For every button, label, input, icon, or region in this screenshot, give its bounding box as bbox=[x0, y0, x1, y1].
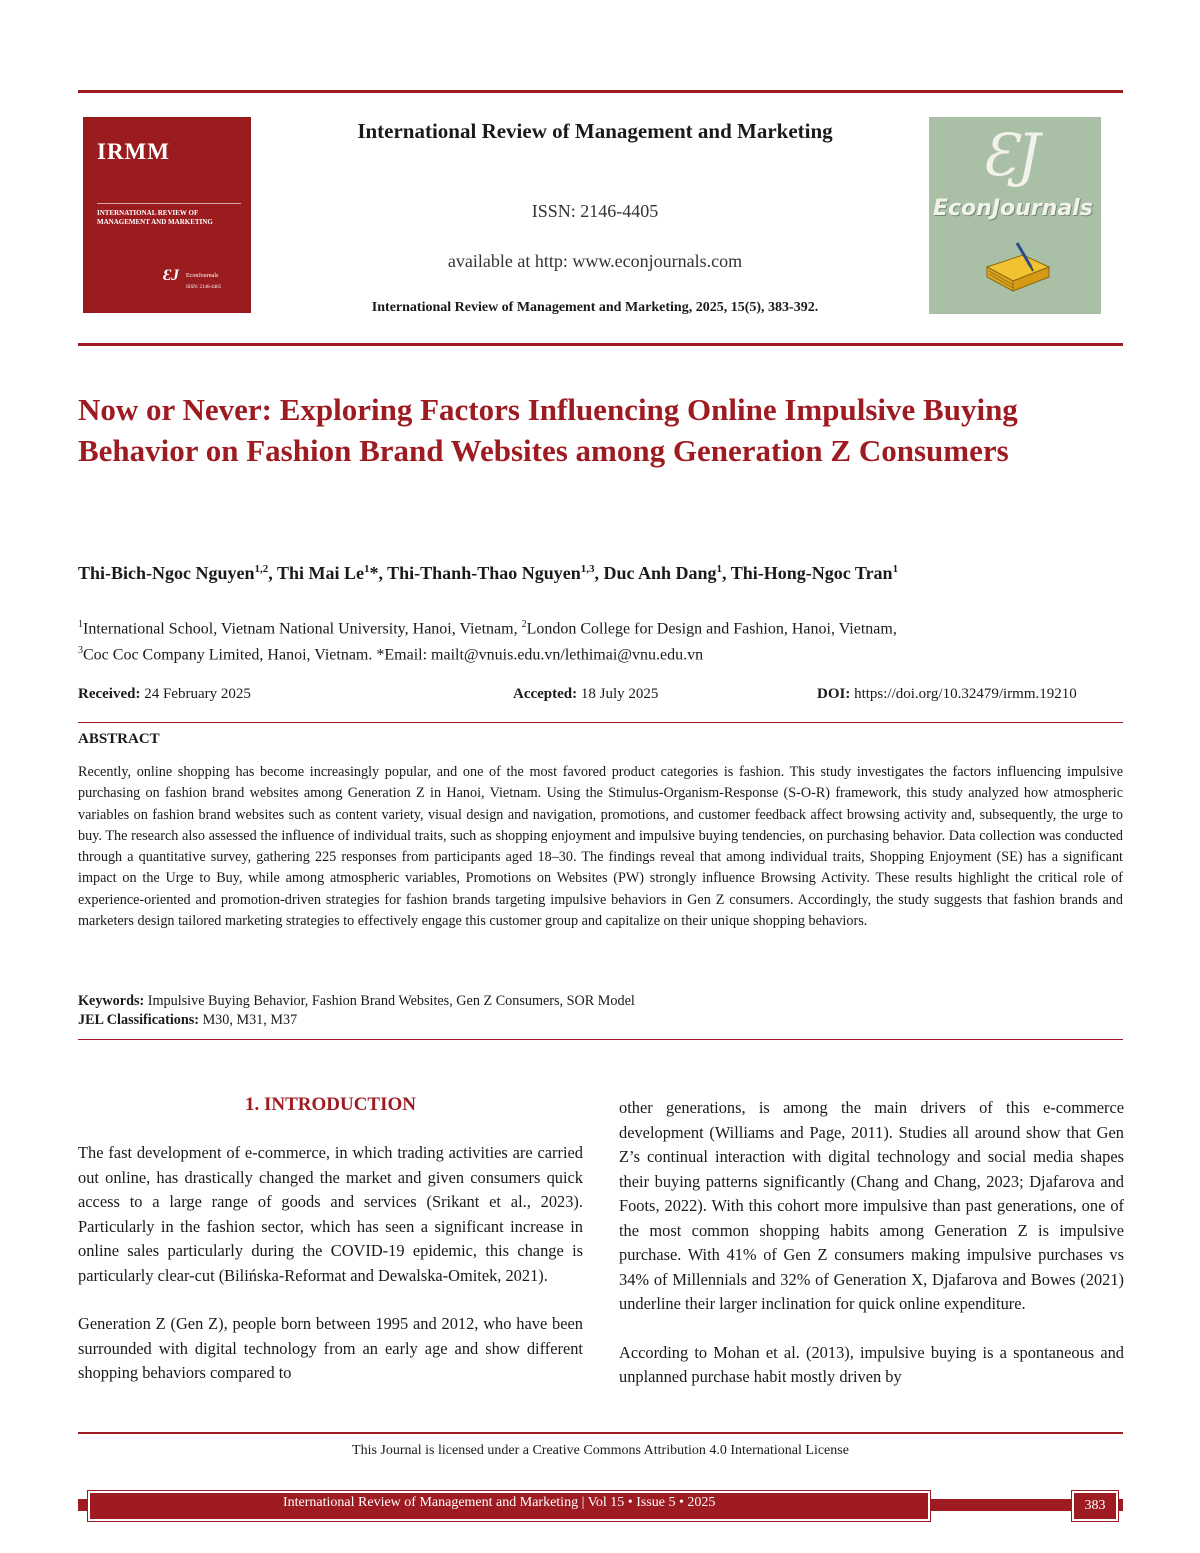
license-note: This Journal is licensed under a Creative Commons Attribution 4.0 International License bbox=[352, 1443, 849, 1458]
affiliation-sup: 2 bbox=[521, 619, 527, 630]
footer-rule bbox=[78, 1432, 1123, 1434]
keywords-label: Keywords: bbox=[78, 993, 145, 1009]
author-list bbox=[78, 563, 1123, 584]
jel-value: M30, M31, M37 bbox=[202, 1012, 298, 1028]
citation-line: International Review of Management and Marketing, 2025, 15(5), 383-392. bbox=[371, 300, 819, 315]
author-name: Thi-Bich-Ngoc Nguyen bbox=[78, 563, 255, 583]
cover-subtitle: INTERNATIONAL REVIEW OF MANAGEMENT AND MARKETING bbox=[97, 209, 213, 226]
affiliation-sup: 1 bbox=[78, 619, 83, 630]
doi-link[interactable]: https://doi.org/10.32479/irmm.19210 bbox=[854, 686, 1077, 702]
keywords-value: Impulsive Buying Behavior, Fashion Brand Websites, Gen Z Consumers, SOR Model bbox=[147, 993, 635, 1009]
paragraph: According to Mohan et al. (2013), impulsive buying is a spontaneous and unplanned purchase habit mostly driven by bbox=[619, 1342, 1124, 1386]
doi-label: DOI: bbox=[817, 686, 851, 702]
author-separator: , bbox=[594, 563, 604, 583]
doi bbox=[817, 686, 1077, 703]
jel-label: JEL Classifications: bbox=[78, 1012, 200, 1028]
section-heading: 1. INTRODUCTION bbox=[244, 1094, 417, 1115]
issn: ISSN: 2146-4405 bbox=[531, 201, 659, 221]
author-separator: , bbox=[378, 563, 388, 583]
author-affiliation-sup: 1,2 bbox=[254, 563, 269, 575]
author-name: Thi Mai Le bbox=[276, 563, 364, 583]
accepted-value: 18 July 2025 bbox=[580, 686, 659, 702]
accepted-label: Accepted: bbox=[513, 686, 578, 702]
abstract-heading: ABSTRACT bbox=[78, 731, 160, 747]
availability-link[interactable]: available at http: www.econjournals.com bbox=[447, 251, 743, 271]
author-separator: , bbox=[722, 563, 731, 583]
header-rule bbox=[78, 343, 1123, 346]
keywords-block bbox=[78, 992, 1123, 1030]
author-affiliation-sup: 1 bbox=[716, 563, 723, 575]
cover-publisher: EconJournals bbox=[186, 273, 219, 279]
left-column bbox=[78, 1141, 583, 1410]
abstract-bottom-rule bbox=[78, 1039, 1123, 1040]
cover-divider bbox=[97, 203, 241, 204]
paragraph: Generation Z (Gen Z), people born between 1995 and 2012, who have been surrounded with digital technology from an early age and show different shopping behaviors compared to bbox=[78, 1314, 583, 1382]
corresponding-mark: * bbox=[369, 563, 379, 583]
author-affiliation-sup: 1,3 bbox=[580, 563, 595, 575]
journal-cover-image bbox=[83, 117, 251, 313]
affiliation-2: London College for Design and Fashion, Hanoi, Vietnam, bbox=[526, 620, 897, 638]
top-rule bbox=[78, 90, 1123, 93]
author-separator: , bbox=[268, 563, 277, 583]
author-name: Thi-Thanh-Thao Nguyen bbox=[387, 563, 581, 583]
author-name: Duc Anh Dang bbox=[603, 563, 717, 583]
logo-name: EconJournals bbox=[933, 196, 1093, 221]
paragraph: The fast development of e-commerce, in which trading activities are carried out online, has drastically changed the market and given consumers quick access to a large range of goods and services (Srikant et al., 2023). Particularly in the fashion sector, which has seen a significant increase in online sales particularly during the COVID-19 epidemic, this change is particularly clear-cut (Bilińska-Reformat and Dewalska-Omitek, 2021). bbox=[78, 1143, 583, 1285]
received-label: Received: bbox=[78, 686, 141, 702]
accepted-date bbox=[513, 686, 658, 703]
logo-ej-mark: ƐJ bbox=[981, 121, 1041, 189]
affiliation-3-email: Coc Coc Company Limited, Hanoi, Vietnam. *Email: mailt@vnuis.edu.vn/lethimai@vnu.edu.vn bbox=[83, 646, 704, 664]
right-column bbox=[619, 1096, 1124, 1414]
paragraph: other generations, is among the main drivers of this e-commerce development (Williams and Page, 2011). Studies all around show that Gen Z’s continual interaction with digital technology and social media shapes their buying patterns significantly (Chang and Chang, 2023; Djafarova and Foots, 2022). With this cohort more impulsive than past generations, one of the most common shopping habits among Generation Z is impulsive purchase. With 41% of Gen Z consumers making impulsive purchases vs 34% of Millennials and 32% of Generation X, Djafarova and Bowes (2021) underline their larger inclination for quick online expenditure. bbox=[619, 1098, 1124, 1313]
journal-title: International Review of Management and Marketing bbox=[357, 119, 833, 143]
author-affiliation-sup: 1 bbox=[363, 563, 370, 575]
received-date bbox=[78, 686, 251, 703]
paper-title: Now or Never: Exploring Factors Influencing Online Impulsive Buying Behavior on Fashion Brand Websites among Generation Z Consumers bbox=[78, 392, 1018, 468]
received-value: 24 February 2025 bbox=[144, 686, 251, 702]
cover-issn: ISSN: 2146-4405 bbox=[186, 285, 222, 290]
page-number: 383 bbox=[1072, 1491, 1118, 1521]
cover-acronym: IRMM bbox=[97, 139, 170, 164]
author-affiliation-sup: 1 bbox=[892, 563, 899, 575]
running-footer bbox=[78, 1491, 1123, 1519]
abstract-top-rule bbox=[78, 722, 1123, 723]
affiliation-1: International School, Vietnam National University, Hanoi, Vietnam, bbox=[83, 620, 522, 638]
running-footer-text: International Review of Management and Marketing | Vol 15 • Issue 5 • 2025 bbox=[283, 1495, 716, 1510]
affiliations bbox=[78, 614, 1123, 667]
affiliation-sup: 3 bbox=[78, 645, 83, 657]
cover-ej-mark: ƐJ bbox=[163, 267, 180, 284]
abstract-text: Recently, online shopping has become increasingly popular, and one of the most favored product categories is fashion. This study investigates the factors influencing impulsive purchasing on fashion brand websites among Generation Z in Hanoi, Vietnam. Using the Stimulus-Organism-Response (S-O-R) framework, this study analyzed how atmospheric variables on fashion brand websites such as content variety, visual design and navigation, promotions, and customer feedback affect browsing activity and, subsequently, the urge to buy. The research also assessed the influence of individual traits, such as shopping enjoyment and impulsive buying tendencies, on purchasing behavior. Data collection was conducted through a quantitative survey, gathering 225 responses from participants aged 18–30. The findings reveal that among individual traits, Shopping Enjoyment (SE) has a significant impact on the Urge to Buy, while among atmospheric variables, Promotions on Websites (PW) strongly influence Browsing Activity. These results highlight the critical role of experience-oriented and promotion-driven strategies for fashion brands targeting impulsive behaviors in Gen Z consumers. Accordingly, the study suggests that fashion brands and marketers design tailored marketing strategies to effectively engage this customer group and capitalize on their unique shopping behaviors. bbox=[78, 764, 1123, 930]
author-name: Thi-Hong-Ngoc Tran bbox=[730, 563, 893, 583]
econjournals-logo bbox=[929, 117, 1101, 314]
books-icon bbox=[983, 237, 1053, 297]
